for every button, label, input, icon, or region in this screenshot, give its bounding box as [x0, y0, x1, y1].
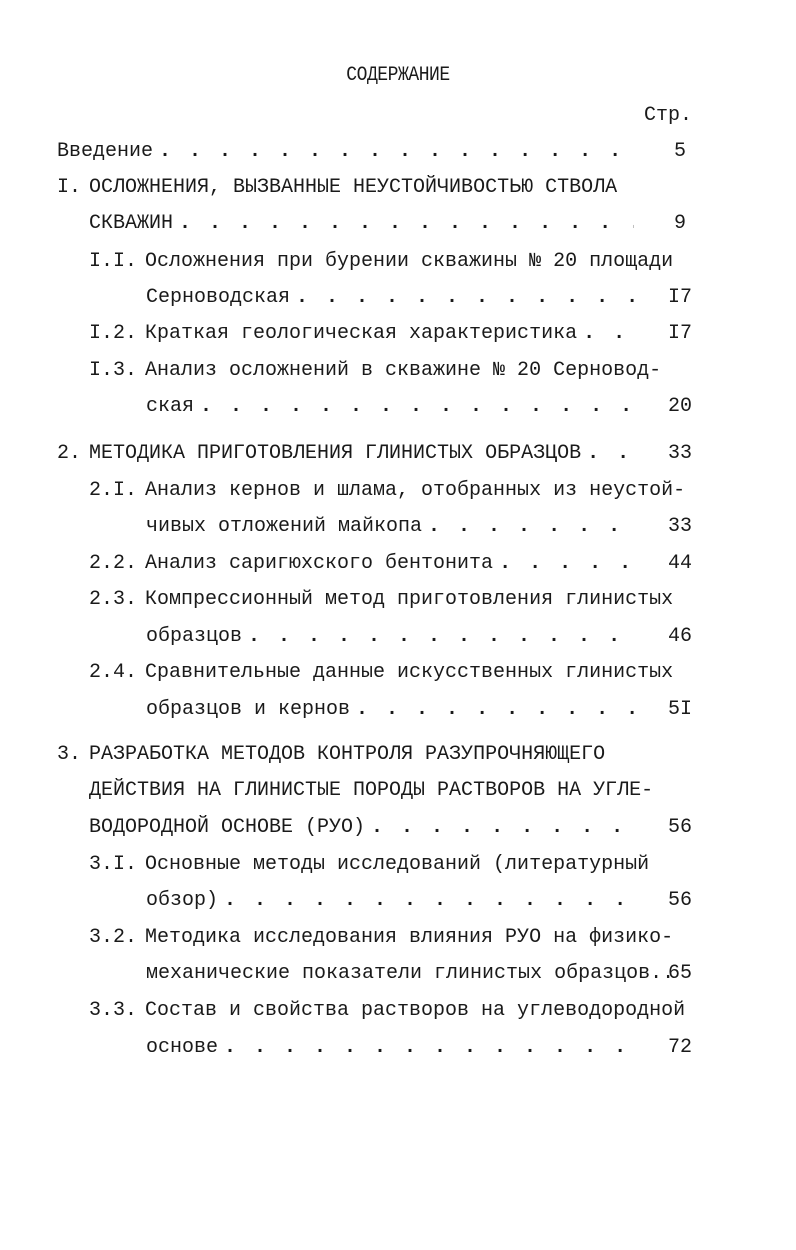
toc-entry-number: 3.I. [89, 853, 138, 876]
leader-dots [587, 440, 634, 468]
toc-page-number: 65 [667, 962, 692, 985]
toc-entry-3-cont [89, 814, 640, 842]
leader-dots [200, 393, 634, 421]
toc-entry-2-3 [89, 586, 673, 614]
toc-entry-title: РАЗРАБОТКА МЕТОДОВ КОНТРОЛЯ РАЗУПРОЧНЯЮЩЕГО [89, 743, 606, 766]
toc-entry-3-2 [89, 924, 673, 952]
toc-entry-number: 2.I. [89, 479, 138, 502]
toc-entry-3-line2: ДЕЙСТВИЯ НА ГЛИНИСТЫЕ ПОРОДЫ РАСТВОРОВ НА УГЛЕ- [89, 779, 654, 802]
leader-dots [159, 138, 634, 166]
toc-entry-1-cont [89, 210, 640, 238]
toc-page-number: 46 [667, 625, 692, 648]
toc-entry-3-1 [89, 851, 649, 879]
page-title: СОДЕРЖАНИЕ [346, 64, 450, 87]
toc-entry-2-2 [89, 550, 640, 578]
toc-page-number: 72 [667, 1036, 692, 1059]
toc-entry-number: 2.2. [89, 552, 138, 575]
toc-entry-title-cont: основе [146, 1036, 219, 1059]
toc-entry-number: 2. [57, 442, 82, 465]
toc-entry-3 [57, 741, 605, 769]
toc-page-number: 9 [673, 212, 686, 235]
toc-entry-2-1 [89, 477, 685, 505]
toc-entry-title: Введение [57, 140, 154, 163]
toc-entry-3-3 [89, 997, 685, 1025]
toc-entry-2-3-cont [146, 623, 640, 651]
toc-page-number: 20 [667, 395, 692, 418]
toc-entry-title-cont: Серноводская [146, 286, 291, 309]
toc-entry-title: Сравнительные данные искусственных глинистых [145, 661, 674, 684]
toc-entry-title: Анализ осложнений в скважине № 20 Серновод- [145, 359, 662, 382]
toc-entry-number: 2.3. [89, 588, 138, 611]
toc-entry-intro [57, 138, 640, 166]
toc-page-number: 56 [667, 816, 692, 839]
toc-entry-number: I.3. [89, 359, 138, 382]
toc-entry-title-cont: образцов и кернов [146, 698, 351, 721]
toc-entry-3-2-cont: механические показатели глинистых образцов.. [146, 962, 675, 985]
leader-dots [224, 1034, 634, 1062]
toc-page-number: 56 [667, 889, 692, 912]
toc-entry-title-cont: ская [146, 395, 195, 418]
toc-entry-title: ОСЛОЖНЕНИЯ, ВЫЗВАННЫЕ НЕУСТОЙЧИВОСТЬЮ СТВОЛА [89, 176, 618, 199]
toc-entry-2-1-cont [146, 513, 640, 541]
toc-page-number: 5I [667, 698, 692, 721]
toc-entry-number: 3. [57, 743, 82, 766]
leader-dots [428, 513, 634, 541]
toc-entry-title-cont: образцов [146, 625, 243, 648]
toc-entry-2-4 [89, 659, 673, 687]
toc-entry-title-cont: СКВАЖИН [89, 212, 174, 235]
toc-entry-title: Компрессионный метод приготовления глинистых [145, 588, 674, 611]
toc-entry-number: 3.3. [89, 999, 138, 1022]
toc-entry-title: Анализ кернов и шлама, отобранных из неустой- [145, 479, 686, 502]
page-column-label: Стр. [644, 104, 693, 127]
leader-dots [224, 887, 634, 915]
toc-page-number: I7 [667, 322, 692, 345]
leader-dots [356, 696, 634, 724]
toc-entry-title: МЕТОДИКА ПРИГОТОВЛЕНИЯ ГЛИНИСТЫХ ОБРАЗЦОВ [89, 442, 582, 465]
leader-dots [179, 210, 634, 238]
leader-dots [248, 623, 634, 651]
toc-entry-title: Состав и свойства растворов на углеводородной [145, 999, 686, 1022]
toc-entry-2 [57, 440, 640, 468]
toc-page-number: 5 [673, 140, 686, 163]
toc-entry-title-cont: обзор) [146, 889, 219, 912]
leader-dots [296, 284, 634, 312]
toc-entry-1 [57, 174, 617, 202]
toc-page-number: 33 [667, 442, 692, 465]
leader-dots [583, 320, 634, 348]
toc-page-number: 44 [667, 552, 692, 575]
toc-entry-number: I.I. [89, 250, 138, 273]
toc-entry-number: I. [57, 176, 82, 199]
toc-page-number: 33 [667, 515, 692, 538]
toc-entry-3-1-cont [146, 887, 640, 915]
toc-entry-1-1-cont [146, 284, 640, 312]
toc-entry-number: 3.2. [89, 926, 138, 949]
toc-entry-1-2 [89, 320, 640, 348]
toc-entry-title-cont: ВОДОРОДНОЙ ОСНОВЕ (РУО) [89, 816, 366, 839]
toc-entry-title: Осложнения при бурении скважины № 20 площади [145, 250, 674, 273]
leader-dots [371, 814, 634, 842]
toc-entry-1-3 [89, 357, 661, 385]
toc-entry-1-3-cont [146, 393, 640, 421]
toc-entry-2-4-cont [146, 696, 640, 724]
toc-entry-1-1 [89, 248, 673, 276]
toc-entry-title: Анализ саригюхского бентонита [145, 552, 494, 575]
toc-entry-title: Методика исследования влияния РУО на физико- [145, 926, 674, 949]
leader-dots [499, 550, 634, 578]
toc-entry-number: I.2. [89, 322, 138, 345]
toc-entry-number: 2.4. [89, 661, 138, 684]
toc-entry-title: Основные методы исследований (литературный [145, 853, 650, 876]
toc-entry-3-3-cont [146, 1034, 640, 1062]
toc-entry-title-cont: чивых отложений майкопа [146, 515, 423, 538]
toc-page-number: I7 [667, 286, 692, 309]
toc-entry-title: Краткая геологическая характеристика [145, 322, 578, 345]
